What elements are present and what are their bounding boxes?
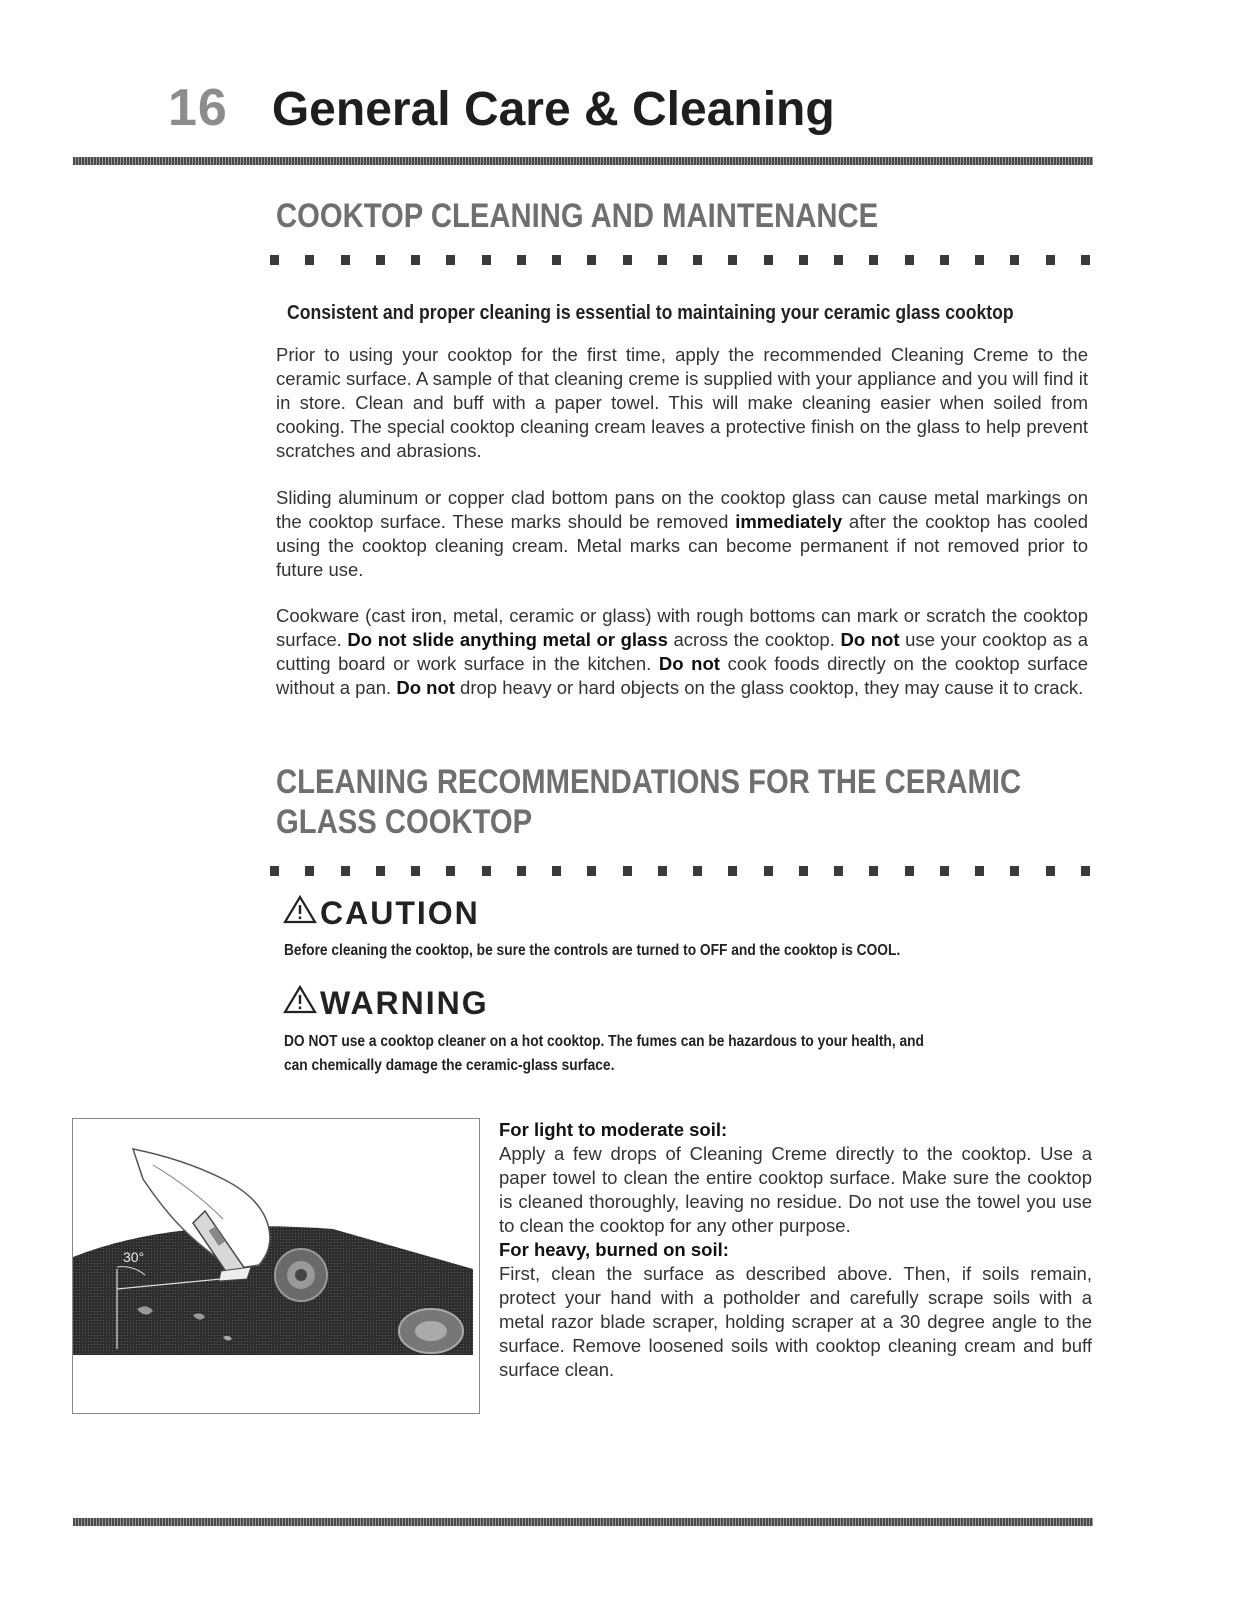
paragraph-metal-markings: Sliding aluminum or copper clad bottom pans on the cooktop glass can cause metal markings on the cooktop surface. These marks should be removed immediately after the cooktop has cooled using the cooktop cleaning cream. Metal marks can become permanent if not removed prior to future use. — [276, 487, 1088, 580]
page-header — [168, 78, 835, 148]
section-divider — [270, 255, 1090, 267]
footer-rule — [73, 1518, 1093, 1526]
heavy-soil-label: For heavy, burned on soil: — [499, 1239, 729, 1260]
light-soil-label: For light to moderate soil: — [499, 1119, 728, 1140]
warning-triangle-icon — [282, 984, 318, 1022]
warning-text: DO NOT use a cooktop cleaner on a hot cooktop. The fumes can be hazardous to your health, and can chemically damage the ceramic-glass surface. — [284, 1033, 924, 1074]
light-soil-text: Apply a few drops of Cleaning Creme directly to the cooktop. Use a paper towel to clean the entire cooktop surface. Make sure the cooktop is cleaned thoroughly, leaving no residue. Do not use the towel you use to clean the cooktop for any other purpose. — [499, 1143, 1092, 1236]
paragraph-cookware: Cookware (cast iron, metal, ceramic or glass) with rough bottoms can mark or scratch the cooktop surface. Do not slide anything metal or glass across the cooktop. Do not use your cooktop as a cutting board or work surface in the kitchen. Do not cook foods directly on the cooktop surface without a pan. Do not drop heavy or hard objects on the glass cooktop, they may cause it to crack. — [276, 605, 1089, 698]
caution-label: CAUTION — [320, 894, 480, 931]
header-rule — [73, 157, 1093, 165]
paragraph-first-use: Prior to using your cooktop for the first time, apply the recommended Cleaning Creme to the ceramic surface. A sample of that cleaning creme is supplied with your appliance and you will find it in store. Clean and buff with a paper towel. This will make cleaning easier when soiled from cooking. The special cooktop cleaning cream leaves a protective finish on the glass to help prevent scratches and abrasions. — [276, 344, 1088, 461]
section-title-cleaning-recommendations: CLEANING RECOMMENDATIONS FOR THE CERAMIC GLASS COOKTOP — [276, 763, 1022, 841]
chapter-title: General Care & Cleaning — [271, 83, 835, 136]
section-subheading: Consistent and proper cleaning is essential to maintaining your ceramic glass cooktop — [287, 302, 1014, 324]
cooktop-scraper-illustration — [72, 1118, 480, 1414]
caution-heading — [282, 894, 480, 932]
caution-text: Before cleaning the cooktop, be sure the controls are turned to OFF and the cooktop is COOL. — [284, 942, 901, 959]
cleaning-instructions — [499, 1118, 1092, 1382]
warning-label: WARNING — [320, 984, 489, 1021]
section-divider — [270, 866, 1090, 878]
section-title-cooktop-cleaning: COOKTOP CLEANING AND MAINTENANCE — [276, 197, 879, 235]
angle-label: 30° — [123, 1249, 145, 1265]
page-number: 16 — [168, 79, 228, 137]
heavy-soil-text: First, clean the surface as described above. Then, if soils remain, protect your hand with a potholder and carefully scrape soils with a metal razor blade scraper, holding scraper at a 30 degree angle to the surface. Remove loosened soils with cooktop cleaning cream and buff surface clean. — [499, 1263, 1092, 1380]
warning-triangle-icon — [282, 894, 318, 932]
warning-heading — [282, 984, 489, 1022]
